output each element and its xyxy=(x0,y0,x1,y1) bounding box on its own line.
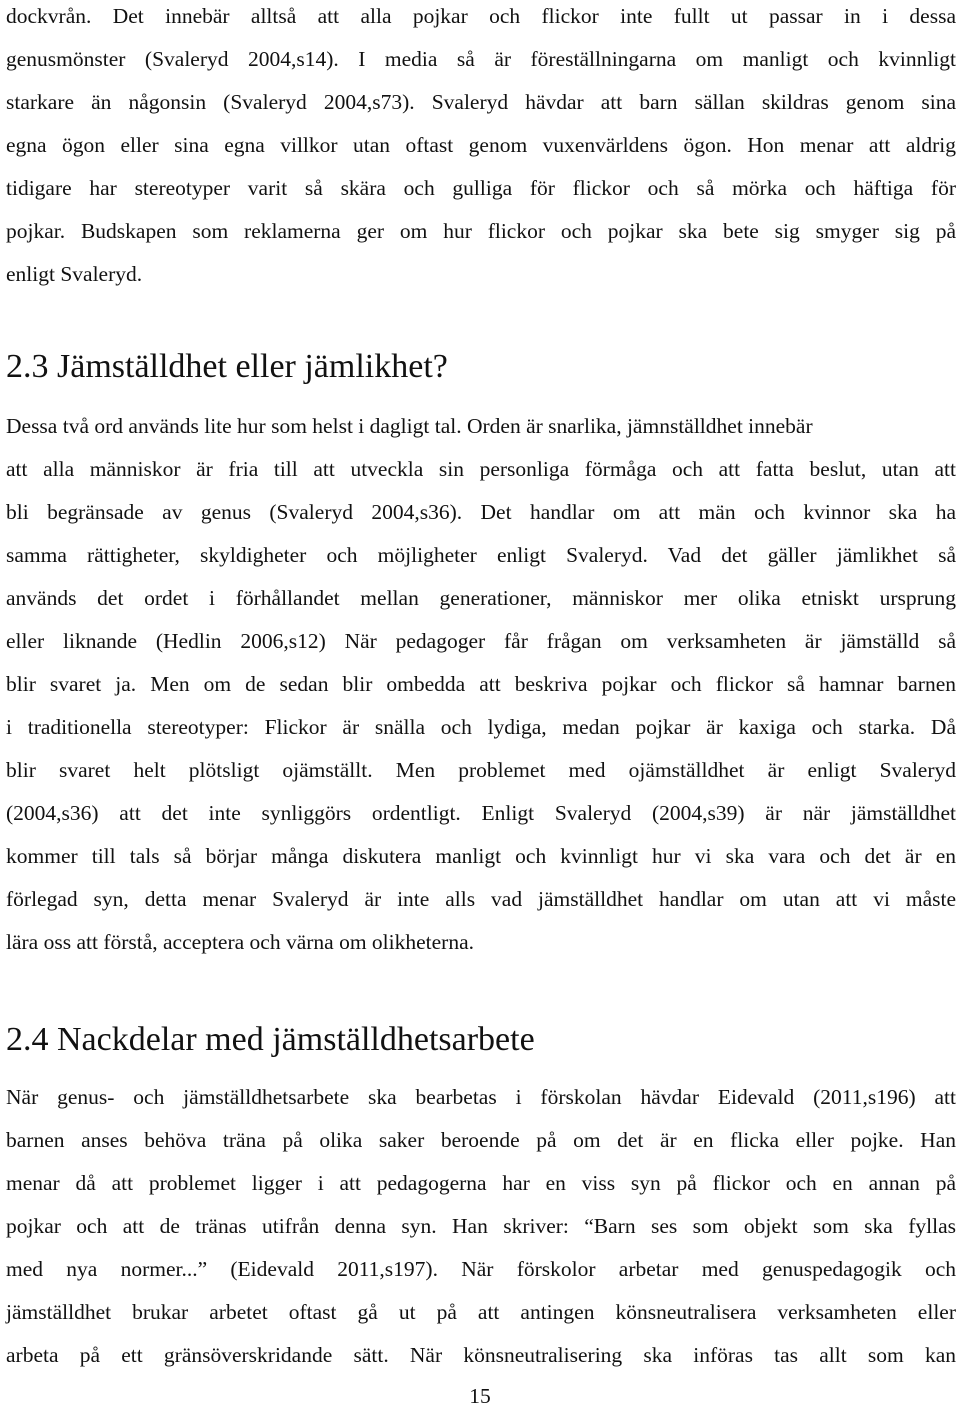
paragraph-3-line: med nya normer...” (Eidevald 2011,s197). När förskolor arbetar med genuspedagogik och xyxy=(6,1257,956,1281)
paragraph-2-line: i traditionella stereotyper: Flickor är snälla och lydiga, medan pojkar är kaxiga och starka. Då xyxy=(6,715,956,739)
paragraph-3-line: jämställdhet brukar arbetet oftast gå ut på att antingen könsneutralisera verksamheten eller xyxy=(6,1300,956,1324)
paragraph-1-line: dockvrån. Det innebär alltså att alla pojkar och flickor inte fullt ut passar in i dessa xyxy=(6,4,956,28)
paragraph-1-line: egna ögon eller sina egna villkor utan oftast genom vuxenvärldens ögon. Hon menar att aldrig xyxy=(6,133,956,157)
paragraph-2-line: att alla människor är fria till att utveckla sin personliga förmåga och att fatta beslut, utan att xyxy=(6,457,956,481)
paragraph-1-line: pojkar. Budskapen som reklamerna ger om hur flickor och pojkar ska bete sig smyger sig på xyxy=(6,219,956,243)
paragraph-2-line: samma rättigheter, skyldigheter och möjligheter enligt Svaleryd. Vad det gäller jämlikhet så xyxy=(6,543,956,567)
paragraph-1-line: genusmönster (Svaleryd 2004,s14). I media så är föreställningarna om manligt och kvinnligt xyxy=(6,47,956,71)
paragraph-3-line: arbeta på ett gränsöverskridande sätt. När könsneutralisering ska införas tas allt som kan xyxy=(6,1343,956,1367)
paragraph-2-line: kommer till tals så börjar många diskutera manligt och kvinnligt hur vi ska vara och det är en xyxy=(6,844,956,868)
paragraph-3-line: barnen anses behöva träna på olika saker beroende på om det är en flicka eller pojke. Han xyxy=(6,1128,956,1152)
paragraph-3-line: När genus- och jämställdhetsarbete ska bearbetas i förskolan hävdar Eidevald (2011,s196) att xyxy=(6,1085,956,1109)
paragraph-2-line: (2004,s36) att det inte synliggörs ordentligt. Enligt Svaleryd (2004,s39) är när jämställdhet xyxy=(6,801,956,825)
paragraph-2-line: bli begränsade av genus (Svaleryd 2004,s36). Det handlar om att män och kvinnor ska ha xyxy=(6,500,956,524)
paragraph-1-line: tidigare har stereotyper varit så skära och gulliga för flickor och så mörka och häftiga för xyxy=(6,176,956,200)
paragraph-2-line: blir svaret helt plötsligt ojämställt. Men problemet med ojämställdhet är enligt Svaleryd xyxy=(6,758,956,782)
section-heading-2-4: 2.4 Nackdelar med jämställdhetsarbete xyxy=(6,1021,535,1058)
section-heading-2-3: 2.3 Jämställdhet eller jämlikhet? xyxy=(6,348,448,385)
paragraph-2-line: Dessa två ord används lite hur som helst i dagligt tal. Orden är snarlika, jämnställdhet innebär xyxy=(6,414,813,438)
paragraph-3-line: pojkar och att de tränas utifrån denna syn. Han skriver: “Barn ses som objekt som ska fyllas xyxy=(6,1214,956,1238)
paragraph-2-line: används det ordet i förhållandet mellan generationer, människor mer olika etniskt ursprung xyxy=(6,586,956,610)
paragraph-1-line: enligt Svaleryd. xyxy=(6,262,143,286)
page-number: 15 xyxy=(469,1384,491,1408)
paragraph-2-line: lära oss att förstå, acceptera och värna om olikheterna. xyxy=(6,930,475,954)
paragraph-2-line: blir svaret ja. Men om de sedan blir ombedda att beskriva pojkar och flickor så hamnar barnen xyxy=(6,672,956,696)
paragraph-1-line: starkare än någonsin (Svaleryd 2004,s73). Svaleryd hävdar att barn sällan skildras genom sina xyxy=(6,90,956,114)
paragraph-3-line: menar då att problemet ligger i att pedagogerna har en viss syn på flickor och en annan på xyxy=(6,1171,956,1195)
paragraph-2-line: förlegad syn, detta menar Svaleryd är inte alls vad jämställdhet handlar om utan att vi måste xyxy=(6,887,956,911)
paragraph-2-line: eller liknande (Hedlin 2006,s12) När pedagoger får frågan om verksamheten är jämställd så xyxy=(6,629,956,653)
